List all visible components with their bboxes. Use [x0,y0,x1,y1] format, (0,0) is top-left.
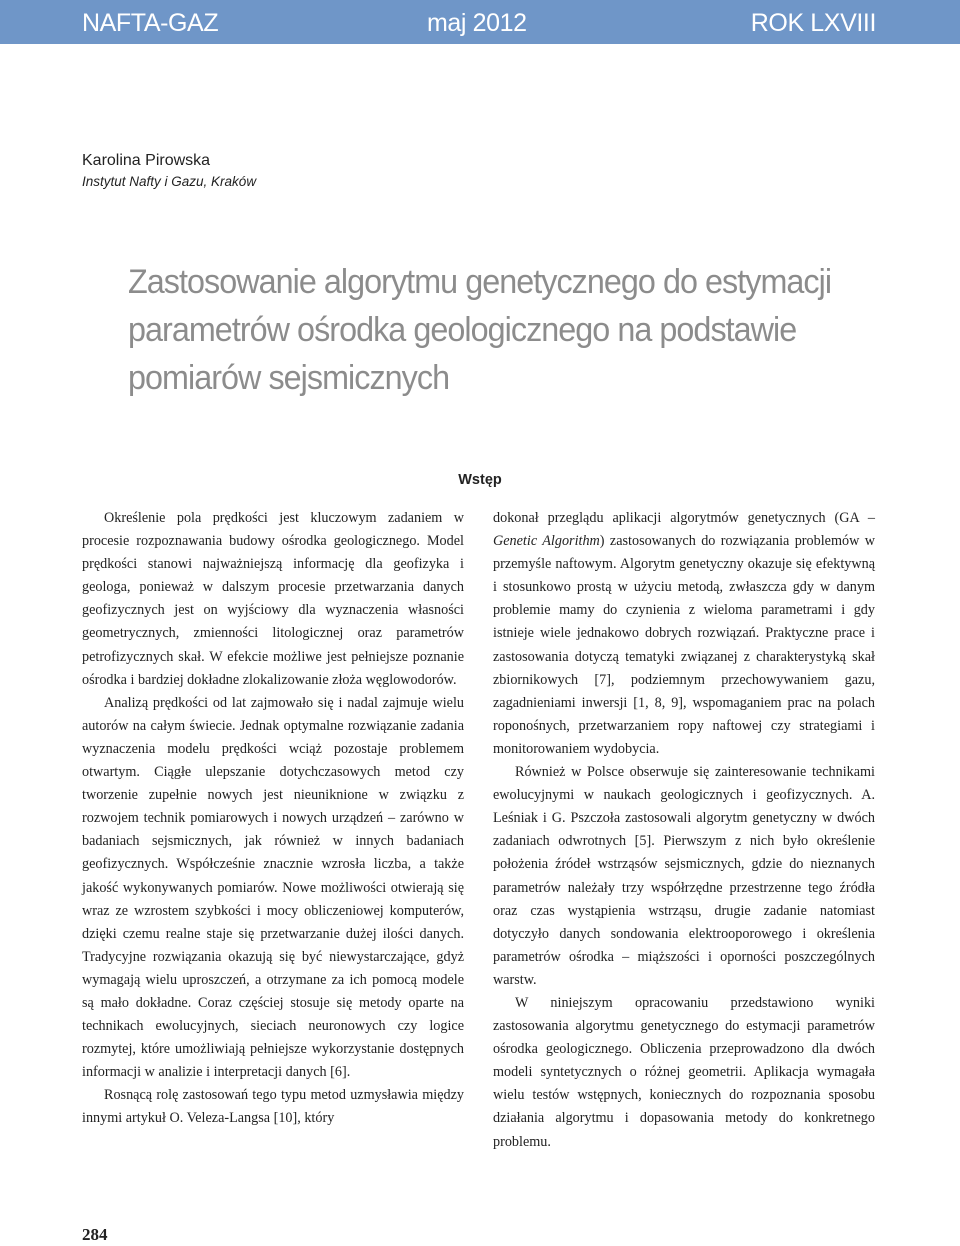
paragraph: Rosnącą rolę zastosowań tego typu metod uzmysławia między innymi artykuł O. Veleza-Langsa [10], który [82,1087,464,1127]
paragraph-continuation [493,507,875,761]
author-name: Karolina Pirowska [82,152,211,169]
right-column [493,507,875,1154]
volume-number: ROK LXVIII [750,9,876,37]
continuation-rest: ) zastosowanych do rozwiązania problemów w przemyśle naftowym. Algorytm genetyczny okazuje się efektywną i stosunkowo prostą w użyciu metodą, zwłaszcza gdy w danym problemie mamy do czynienia z wieloma parametrami i gdy istnieje wiele jednakowo dobrych rozwiązań. Praktyczne prace i zastosowania dotyczą tematyki związanej z charakterystyką skał zbiornikowych [7], podziemnym przechowywaniem gazu, zagadnieniami inwersji [1, 8, 9], wspomaganiem prac na polach roponośnych, przetwarzaniem ropy naftowej czy strategiami i monitorowaniem wydobycia. [493,533,875,757]
paragraph: Określenie pola prędkości jest kluczowym zadaniem w procesie rozpoznawania budowy ośrodka geologicznego. Model prędkości stanowi najważniejszą informację dla geofizyka i geologa, ponieważ w dalszym procesie przetwarzania danych geofizycznych jest on wyjściowy dla wyznaczenia własności geometrycznych, zmienności litologicznej oraz parametrów petrofizycznych skał. W efekcie możliwe jest pełniejsze poznanie ośrodka i bardziej dokładne zlokalizowanie złoża węglowodorów. [82,510,464,688]
left-column [82,507,464,1131]
section-heading: Wstęp [458,472,502,488]
article-title: Zastosowanie algorytmu genetycznego do estymacji parametrów ośrodka geologicznego na podstawie pomiarów sejsmicznych [128,263,832,397]
continuation-italic: Genetic Algorithm [493,533,600,550]
journal-header-bar [0,0,960,44]
author-affiliation: Instytut Nafty i Gazu, Kraków [82,174,257,189]
journal-name: NAFTA-GAZ [82,9,219,37]
paragraph: Również w Polsce obserwuje się zainteresowanie technikami ewolucyjnymi w naukach geologicznych i geofizycznych. A. Leśniak i G. Pszczoła zastosowali algorytm genetyczny w dwóch zadaniach odwrotnych [5]. Pierwszym z nich było określenie położenia źródeł wstrząsów sejsmicznych, gdzie do nieznanych parametrów należały trzy współrzędne przestrzenne tego źródła oraz czas wystąpienia wstrząsu, drugie zadanie natomiast dotyczyło danych sondowania elektrooporowego i określenia parametrów ośrodka – miąższości i oporności poszczególnych warstw. [493,764,875,988]
continuation-text: dokonał przeglądu aplikacji algorytmów genetycznych (GA – [493,510,875,526]
author-block [82,150,256,192]
issue-date: maj 2012 [427,9,527,37]
paragraph: W niniejszym opracowaniu przedstawiono wyniki zastosowania algorytmu genetycznego do estymacji parametrów ośrodka geologicznego. Obliczenia przeprowadzono dla dwóch modeli syntetycznych o różnej geometrii. Aplikacja wymagała wielu testów wstępnych, koniecznych do rozpoznania sposobu działania algorytmu i dopasowania metody do konkretnego problemu. [493,994,875,1150]
paragraph: Analizą prędkości od lat zajmowało się i nadal zajmuje wielu autorów na całym świecie. Jednak optymalne rozwiązanie zadania wyznaczenia modelu prędkości wciąż pozostaje problemem otwartym. Ciągłe ulepszanie dotychczasowych metod czy tworzenie zupełnie nowych jest nieuniknione w związku z rozwojem technik pomiarowych i nowych urządzeń – zarówno w badaniach sejsmicznych, jak również w innych badaniach geofizycznych. Współcześnie znacznie wzrosła liczba, a także jakość wykonywanych pomiarów. Nowe możliwości otwierają się wraz ze wzrostem szybkości i mocy obliczeniowej komputerów, dzięki czemu realne staje się przetwarzanie dużej ilości danych. Tradycyjne rozwiązania okazują się być niewystarczające, gdyż wymagają wielu uproszczeń, a otrzymane za ich pomocą modele są mało dokładne. Coraz częściej stosuje się metody oparte na technikach ewolucyjnych, sieciach neuronowych czy logice rozmytej, które umożliwiają pełniejsze wykorzystanie dostępnych informacji w analizie i interpretacji danych [6]. [82,694,464,1081]
page-number: 284 [82,1225,108,1244]
